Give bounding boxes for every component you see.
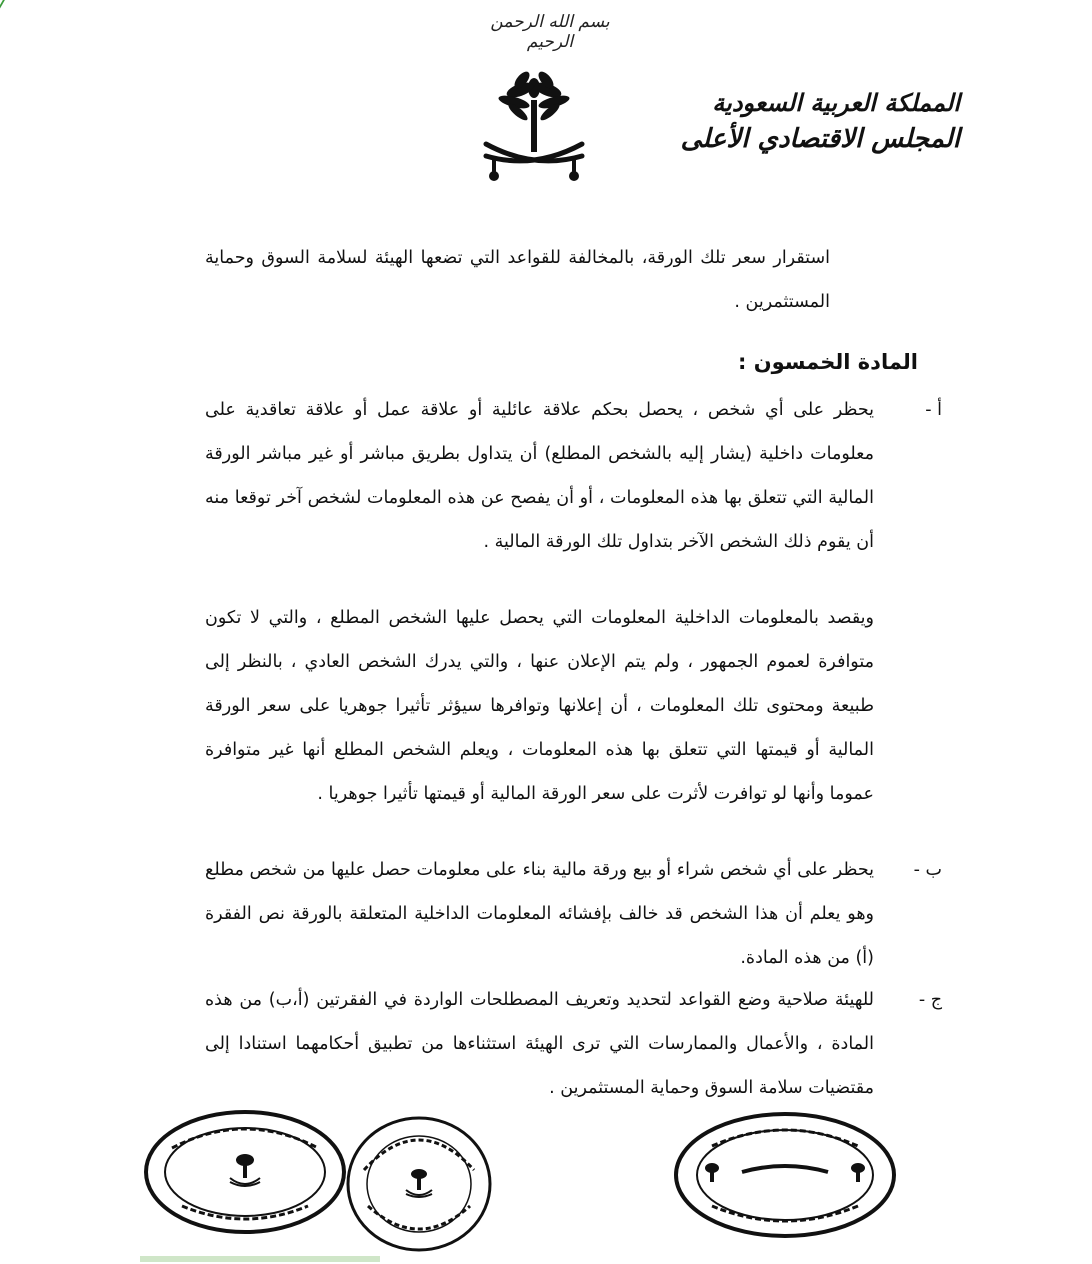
item-c-text: للهيئة صلاحية وضع القواعد لتحديد وتعريف المصطلحات الواردة في الفقرتين (أ،ب) من هذه المادة ، والأعمال والممارسات التي ترى الهيئة استثناءها من تطبيق أحكامهما استنادا إلى مقتضيات سلامة السوق وحماية المستثمرين . (205, 990, 874, 1098)
country-name: المملكة العربية السعودية (712, 88, 960, 117)
stamp-economic-council (142, 1108, 348, 1236)
item-a-definition: ويقصد بالمعلومات الداخلية المعلومات التي يحصل عليها الشخص المطلع ، والتي لا تكون متوافرة لعموم الجمهور ، ولم يتم الإعلان عنها ، والتي يدرك الشخص العادي ، بالنظر إلى طبيعة ومحتوى تلك المعلومات ، أن إعلانها وتوافرها سيؤثر تأثيرا جوهريا على سعر الورقة المالية أو قيمتها التي تتعلق بها هذه المعلومات ، ويعلم الشخص المطلع أنها غير متوافرة عموما وأنها لو توافرت لأثرت على سعر الورقة المالية أو قيمتها تأثيرا جوهريا . (205, 608, 874, 804)
council-name: المجلس الاقتصادي الأعلى (680, 124, 960, 154)
corner-mark (0, 0, 19, 10)
saudi-emblem-icon (478, 66, 590, 194)
stamp-cabinet-secretariat (344, 1114, 494, 1254)
item-marker-b: ب - (913, 860, 942, 880)
footer-strip (140, 1256, 380, 1262)
item-marker-a: أ - (925, 400, 942, 420)
letterhead (660, 86, 960, 158)
intro-paragraph: استقرار سعر تلك الورقة، بالمخالفة للقواعد التي تضعها الهيئة لسلامة السوق وحماية المستثمرين . (205, 248, 830, 312)
basmala: بسم الله الرحمن الرحيم (490, 12, 610, 52)
stamp-cabinet-presidency (672, 1110, 898, 1240)
item-marker-c: ج - (918, 990, 942, 1010)
item-b-text: يحظر على أي شخص شراء أو بيع ورقة مالية بناء على معلومات حصل عليها من شخص مطلع وهو يعلم أن هذا الشخص قد خالف بإفشائه المعلومات الداخلية المتعلقة بالورقة نص الفقرة (أ) من هذه المادة. (205, 860, 874, 968)
article-title: المادة الخمسون : (738, 350, 918, 374)
item-a-text: يحظر على أي شخص ، يحصل بحكم علاقة عائلية أو علاقة عمل أو علاقة تعاقدية على معلومات داخلية (يشار إليه بالشخص المطلع) أن يتداول بطريق مباشر أو غير مباشر الورقة المالية التي تتعلق بها هذه المعلومات ، أو أن يفصح عن هذه المعلومات لشخص آخر توقعا منه أن يقوم ذلك الشخص الآخر بتداول تلك الورقة المالية . (205, 400, 874, 552)
